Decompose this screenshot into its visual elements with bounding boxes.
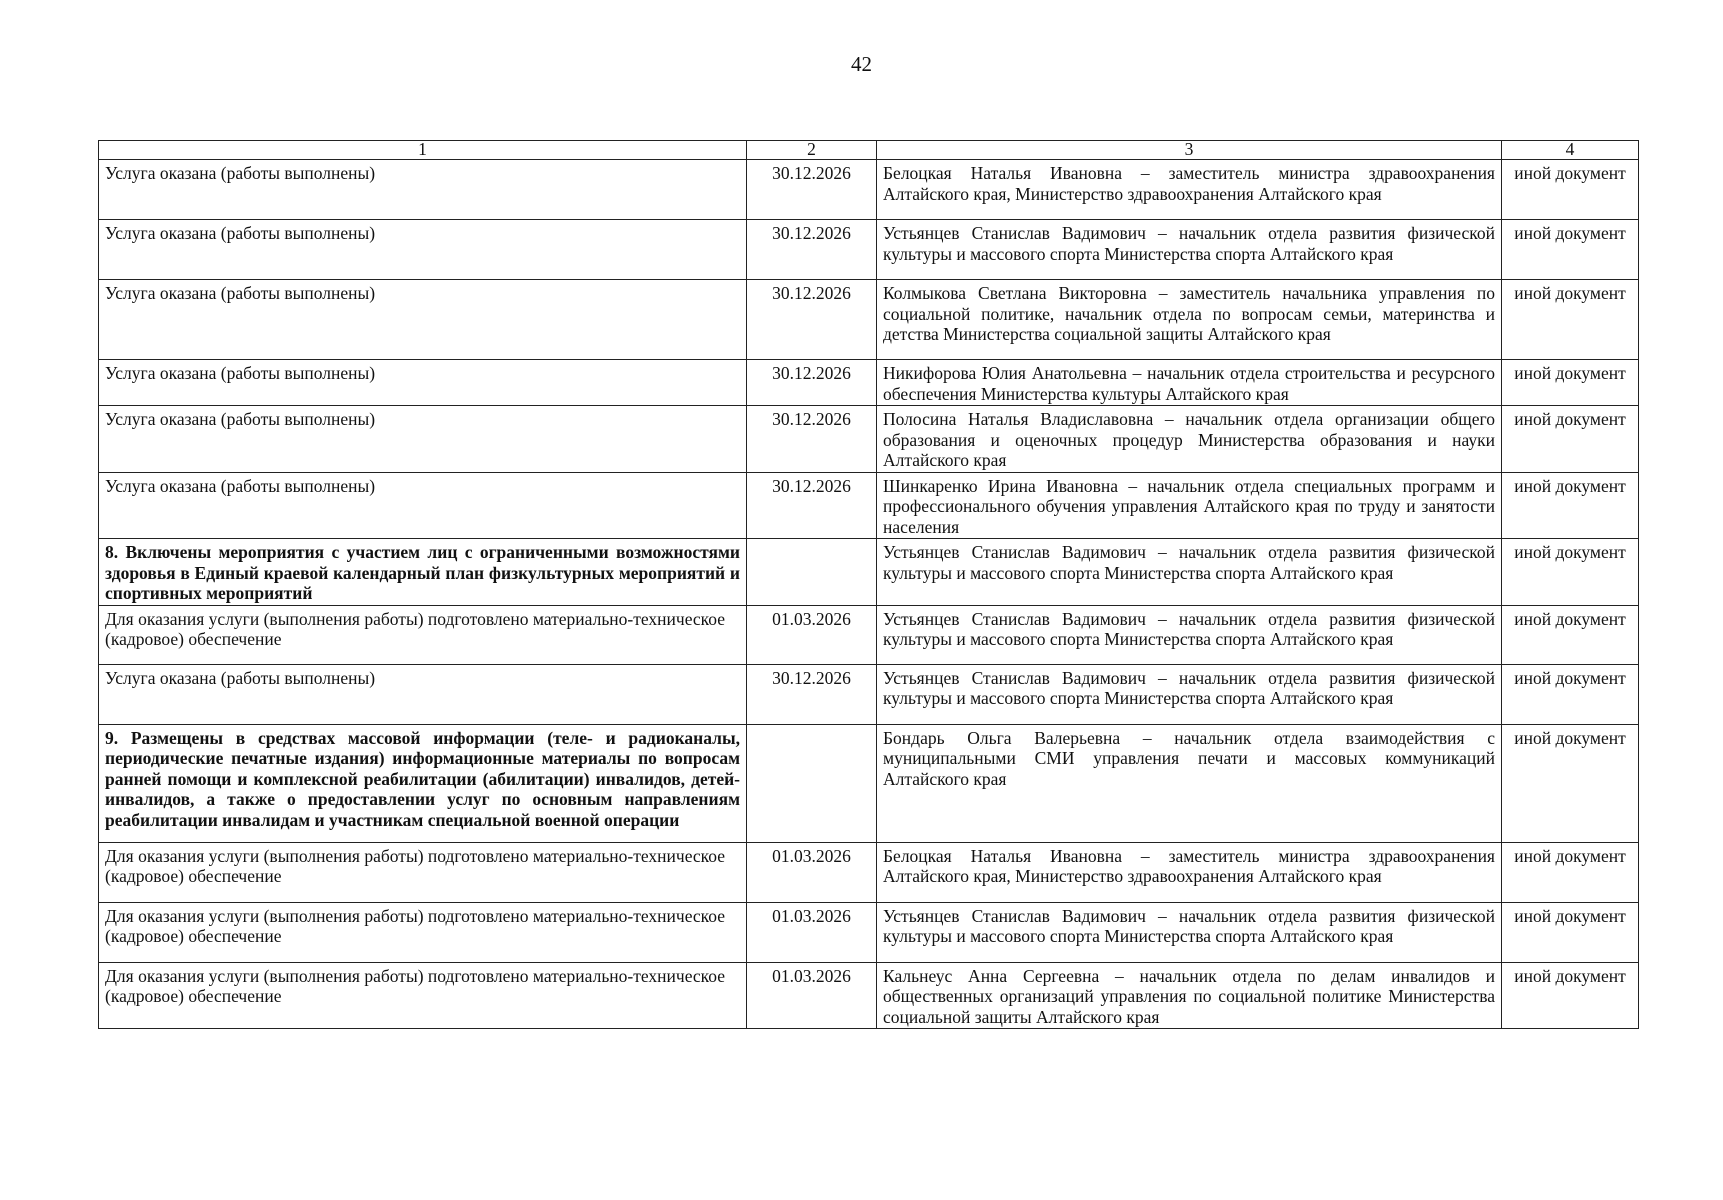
- table-body: [99, 160, 1639, 1029]
- table-row: [99, 962, 1639, 1029]
- table-row: [99, 406, 1639, 473]
- table-row: [99, 280, 1639, 360]
- task-cell: Для оказания услуги (выполнения работы) подготовлено материально-техническое (кадровое) обеспечение: [99, 962, 747, 1029]
- table-row: [99, 220, 1639, 280]
- responsible-cell: Полосина Наталья Владиславовна – начальник отдела организации общего образования и оценочных процедур Министерства образования и науки Алтайского края: [877, 406, 1502, 473]
- task-cell: 8. Включены мероприятия с участием лиц с ограниченными возможностями здоровья в Единый краевой календарный план физкультурных мероприятий и спортивных мероприятий: [99, 539, 747, 606]
- date-cell: [747, 539, 877, 606]
- table-row: [99, 472, 1639, 539]
- document-type-cell: иной документ: [1502, 724, 1639, 842]
- responsible-cell: Белоцкая Наталья Ивановна – заместитель министра здравоохранения Алтайского края, Министерство здравоохранения Алтайского края: [877, 160, 1502, 220]
- date-cell: 30.12.2026: [747, 664, 877, 724]
- task-cell: Услуга оказана (работы выполнены): [99, 160, 747, 220]
- page-number: 42: [851, 52, 872, 76]
- date-cell: 01.03.2026: [747, 842, 877, 902]
- task-cell: Для оказания услуги (выполнения работы) подготовлено материально-техническое (кадровое) обеспечение: [99, 842, 747, 902]
- header-row: [99, 141, 1639, 160]
- header-col-3: 3: [877, 141, 1502, 160]
- date-cell: 30.12.2026: [747, 220, 877, 280]
- responsible-cell: Белоцкая Наталья Ивановна – заместитель министра здравоохранения Алтайского края, Министерство здравоохранения Алтайского края: [877, 842, 1502, 902]
- date-cell: 30.12.2026: [747, 160, 877, 220]
- date-cell: 01.03.2026: [747, 605, 877, 664]
- table-row: [99, 160, 1639, 220]
- responsible-cell: Никифорова Юлия Анатольевна – начальник отдела строительства и ресурсного обеспечения Министерства культуры Алтайского края: [877, 360, 1502, 406]
- date-cell: 30.12.2026: [747, 406, 877, 473]
- header-col-1: 1: [99, 141, 747, 160]
- document-type-cell: иной документ: [1502, 360, 1639, 406]
- document-type-cell: иной документ: [1502, 160, 1639, 220]
- date-cell: 30.12.2026: [747, 280, 877, 360]
- document-type-cell: иной документ: [1502, 280, 1639, 360]
- task-cell: Услуга оказана (работы выполнены): [99, 280, 747, 360]
- responsible-cell: Устьянцев Станислав Вадимович – начальник отдела развития физической культуры и массового спорта Министерства спорта Алтайского края: [877, 902, 1502, 962]
- document-type-cell: иной документ: [1502, 664, 1639, 724]
- table-row: [99, 842, 1639, 902]
- document-type-cell: иной документ: [1502, 902, 1639, 962]
- document-type-cell: иной документ: [1502, 842, 1639, 902]
- document-type-cell: иной документ: [1502, 605, 1639, 664]
- document-type-cell: иной документ: [1502, 539, 1639, 606]
- date-cell: 01.03.2026: [747, 962, 877, 1029]
- task-cell: Услуга оказана (работы выполнены): [99, 360, 747, 406]
- date-cell: 30.12.2026: [747, 360, 877, 406]
- responsible-cell: Колмыкова Светлана Викторовна – заместитель начальника управления по социальной политике, начальник отдела по вопросам семьи, материнства и детства Министерства социальной защиты Алтайского края: [877, 280, 1502, 360]
- task-cell: Для оказания услуги (выполнения работы) подготовлено материально-техническое (кадровое) обеспечение: [99, 605, 747, 664]
- responsible-cell: Бондарь Ольга Валерьевна – начальник отдела взаимодействия с муниципальными СМИ управления печати и массовых коммуникаций Алтайского края: [877, 724, 1502, 842]
- responsible-cell: Кальнеус Анна Сергеевна – начальник отдела по делам инвалидов и общественных организаций управления по социальной политике Министерства социальной защиты Алтайского края: [877, 962, 1502, 1029]
- table-row: [99, 605, 1639, 664]
- table-row: [99, 664, 1639, 724]
- date-cell: 01.03.2026: [747, 902, 877, 962]
- responsible-cell: Устьянцев Станислав Вадимович – начальник отдела развития физической культуры и массового спорта Министерства спорта Алтайского края: [877, 605, 1502, 664]
- task-cell: 9. Размещены в средствах массовой информации (теле- и радиоканалы, периодические печатные издания) информационные материалы по вопросам ранней помощи и комплексной реабилитации (абилитации) инвалидов, детей-инвалидов, а также о предоставлении услуг по основным направлениям реабилитации инвалидам и участникам специальной военной операции: [99, 724, 747, 842]
- table-header: [99, 141, 1639, 160]
- task-cell: Услуга оказана (работы выполнены): [99, 220, 747, 280]
- document-type-cell: иной документ: [1502, 220, 1639, 280]
- responsible-cell: Шинкаренко Ирина Ивановна – начальник отдела специальных программ и профессионального обучения управления Алтайского края по труду и занятости населения: [877, 472, 1502, 539]
- header-col-4: 4: [1502, 141, 1639, 160]
- task-cell: Услуга оказана (работы выполнены): [99, 664, 747, 724]
- date-cell: 30.12.2026: [747, 472, 877, 539]
- table-row: [99, 902, 1639, 962]
- document-type-cell: иной документ: [1502, 472, 1639, 539]
- table-row: [99, 724, 1639, 842]
- table-row: [99, 360, 1639, 406]
- responsible-cell: Устьянцев Станислав Вадимович – начальник отдела развития физической культуры и массового спорта Министерства спорта Алтайского края: [877, 664, 1502, 724]
- task-cell: Для оказания услуги (выполнения работы) подготовлено материально-техническое (кадровое) обеспечение: [99, 902, 747, 962]
- task-cell: Услуга оказана (работы выполнены): [99, 472, 747, 539]
- plan-table: [98, 140, 1639, 1029]
- table-row: [99, 539, 1639, 606]
- responsible-cell: Устьянцев Станислав Вадимович – начальник отдела развития физической культуры и массового спорта Министерства спорта Алтайского края: [877, 220, 1502, 280]
- document-type-cell: иной документ: [1502, 406, 1639, 473]
- header-col-2: 2: [747, 141, 877, 160]
- document-type-cell: иной документ: [1502, 962, 1639, 1029]
- responsible-cell: Устьянцев Станислав Вадимович – начальник отдела развития физической культуры и массового спорта Министерства спорта Алтайского края: [877, 539, 1502, 606]
- date-cell: [747, 724, 877, 842]
- task-cell: Услуга оказана (работы выполнены): [99, 406, 747, 473]
